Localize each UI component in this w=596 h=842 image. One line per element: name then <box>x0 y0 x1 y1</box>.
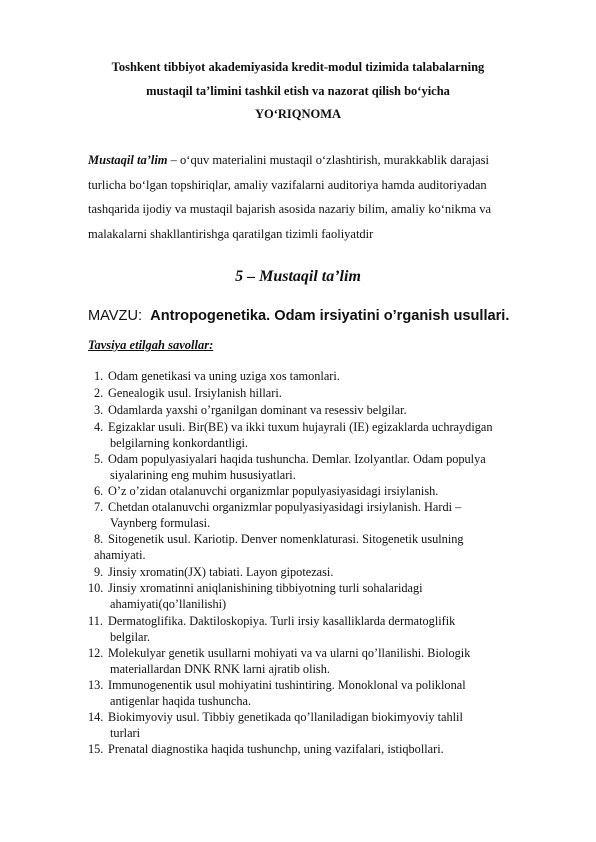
question-number: 2. <box>94 386 104 400</box>
question-text-line: Odamlarda yaxshi o’rganilgan dominant va resessiv belgilar. <box>108 403 407 417</box>
question-text-line: turlari <box>110 726 141 740</box>
question-number: 14. <box>88 710 104 724</box>
question-text-line: Jinsiy xromatin(JX) tabiati. Layon gipotezasi. <box>108 565 334 579</box>
question-text-line: Egizaklar usuli. Bir(BE) va ikki tuxum hujayrali (IE) egizaklarda uchraydigan <box>108 420 493 434</box>
topic-line <box>88 308 509 324</box>
question-number: 9. <box>94 565 104 579</box>
question-text-line: Vaynberg formulasi. <box>110 516 211 530</box>
question-text-line: Molekulyar genetik usullarni mohiyati va va ularni qo’llanilishi. Biologik <box>108 646 471 660</box>
question-text-line: Genealogik usul. Irsiylanish hillari. <box>108 386 282 400</box>
question-number: 11. <box>88 614 103 628</box>
intro-line-1 <box>88 152 558 168</box>
document-title-line-1: Toshkent tibbiyot akademiyasida kredit-modul tizimida talabalarning <box>111 60 485 74</box>
question-number: 12. <box>88 646 104 660</box>
question-text-line: belgilarning konkordantligi. <box>110 436 248 450</box>
question-text-line: ahamiyati(qo’llanilishi) <box>110 597 227 611</box>
intro-term: Mustaqil ta’lim <box>88 153 168 167</box>
question-text-line: Odam populyasiyalari haqida tushuncha. Demlar. Izolyantlar. Odam populya <box>108 452 486 466</box>
question-text-line: Odam genetikasi va uning uziga xos tamonlari. <box>108 369 340 383</box>
question-number: 6. <box>94 484 104 498</box>
question-text-line: Sitogenetik usul. Kariotip. Denver nomenklaturasi. Sitogenetik usulning <box>108 532 464 546</box>
section-title: 5 – Mustaqil ta’lim <box>235 268 361 285</box>
question-text-line: O’z o’zidan otalanuvchi organizmlar populyasiyasidagi irsiylanish. <box>108 484 439 498</box>
questions-heading: Tavsiya etilgah savollar: <box>88 338 214 352</box>
question-text-line: antigenlar haqida tushuncha. <box>110 694 252 708</box>
question-text-line: belgilar. <box>110 630 150 644</box>
question-text-line: ahamiyati. <box>94 548 146 562</box>
question-text-line: siyalarining eng muhim hususiyatlari. <box>110 468 296 482</box>
question-number: 10. <box>88 581 104 595</box>
intro-line-3: tashqarida ijodiy va mustaqil bajarish asosida nazariy bilim, amaliy ko‘nikma va <box>88 202 492 216</box>
question-text-line: Jinsiy xromatinni aniqlanishining tibbiyotning turli sohalaridagi <box>108 581 423 595</box>
question-text-line: Prenatal diagnostika haqida tushunchp, uning vazifalari, istiqbollari. <box>108 742 444 756</box>
question-number: 8. <box>94 532 104 546</box>
intro-line-2: turlicha bo‘lgan topshiriqlar, amaliy vazifalarni auditoriya hamda auditoriyadan <box>88 178 487 192</box>
question-number: 4. <box>94 420 104 434</box>
question-number: 13. <box>88 678 104 692</box>
question-number: 5. <box>94 452 104 466</box>
topic-text: Antropogenetika. Odam irsiyatini o’rganish usullari. <box>150 308 510 324</box>
question-text-line: Chetdan otalanuvchi organizmlar populyasiyasidagi irsiylanish. Hardi – <box>108 500 462 514</box>
question-number: 3. <box>94 403 104 417</box>
question-number: 1. <box>94 369 104 383</box>
question-text-line: materiallardan DNK RNK larni ajratib olish. <box>110 662 330 676</box>
topic-label: MAVZU: <box>88 308 143 324</box>
question-number: 7. <box>94 500 104 514</box>
document-title-line-3: YO‘RIQNOMA <box>254 107 342 121</box>
intro-line-4: malakalarni shakllantirishga qaratilgan tizimli faoliyatdir <box>88 227 374 241</box>
document-title-line-2: mustaqil ta’limini tashkil etish va nazorat qilish bo‘yicha <box>146 84 450 98</box>
question-text-line: Biokimyoviy usul. Tibbiy genetikada qo’llaniladigan biokimyoviy tahlil <box>108 710 463 724</box>
question-text-line: Immunogenentik usul mohiyatini tushintiring. Monoklonal va poliklonal <box>108 678 466 692</box>
intro-line-1-rest: – o‘quv materialini mustaqil o‘zlashtirish, murakkablik darajasi <box>167 153 489 167</box>
question-number: 15. <box>88 742 104 756</box>
question-text-line: Dermatoglifika. Daktiloskopiya. Turli irsiy kasalliklarda dermatoglifik <box>108 614 456 628</box>
